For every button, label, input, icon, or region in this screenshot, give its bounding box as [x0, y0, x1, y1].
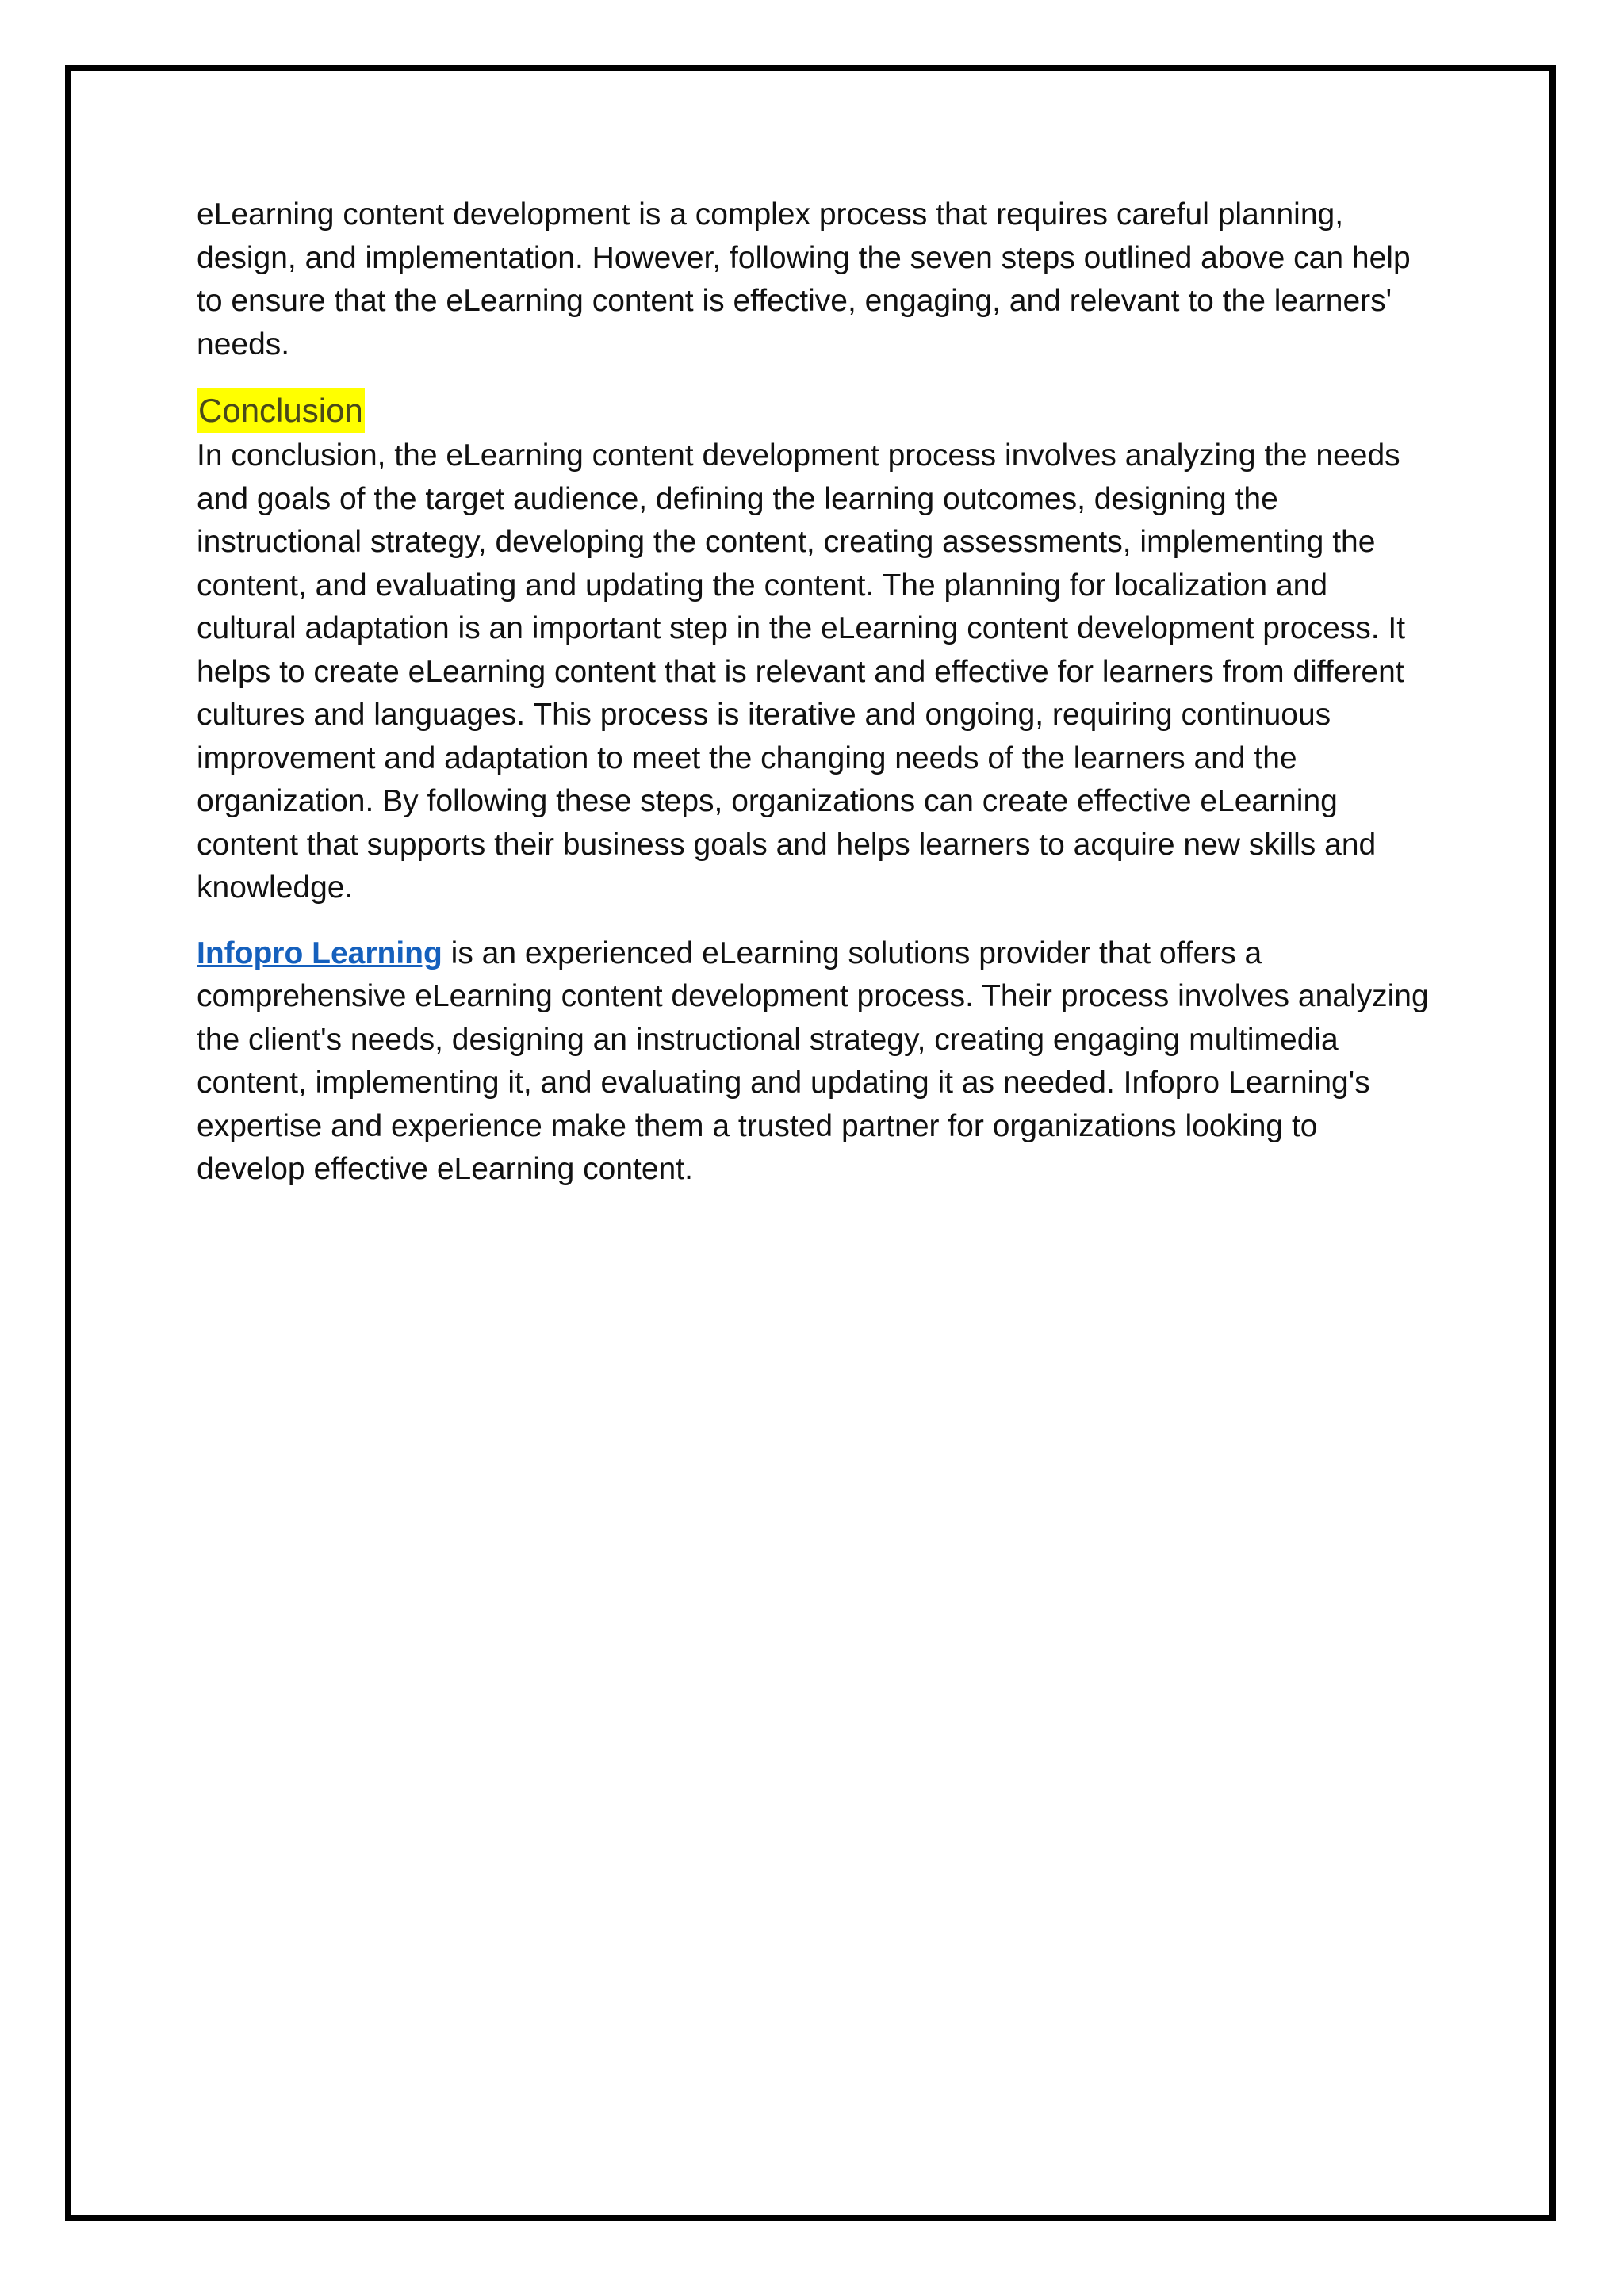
conclusion-paragraph: In conclusion, the eLearning content development process involves analyzing the needs and goals of the target audience, defining the learning outcomes, designing the instructional strategy, developing the content, creating assessments, implementing the content, and evaluating and updating the content. The planning for localization and cultural adaptation is an important step in the eLearning content development process. It helps to create eLearning content that is relevant and effective for learners from different cultures and languages. This process is iterative and ongoing, requiring continuous improvement and adaptation to meet the changing needs of the learners and the organization. By following these steps, organizations can create effective eLearning content that supports their business goals and helps learners to acquire new skills and knowledge.	[197, 438, 1406, 905]
infopro-learning-link[interactable]: Infopro Learning	[197, 936, 442, 970]
provider-paragraph	[197, 932, 1434, 1192]
document-body	[197, 193, 1434, 1214]
provider-paragraph-text: is an experienced eLearning solutions provider that offers a comprehensive eLearning content development process. Their process involves analyzing the client's needs, designing an instructional strategy, creating engaging multimedia content, implementing it, and evaluating and updating it as needed. Infopro Learning's expertise and experience make them a trusted partner for organizations looking to develop effective eLearning content.	[197, 936, 1429, 1186]
conclusion-heading-wrap	[197, 388, 1434, 434]
conclusion-heading: Conclusion	[197, 388, 365, 433]
intro-paragraph: eLearning content development is a complex process that requires careful planning, design, and implementation. However, following the seven steps outlined above can help to ensure that the eLearning content is effective, engaging, and relevant to the learners' needs.	[197, 197, 1411, 362]
